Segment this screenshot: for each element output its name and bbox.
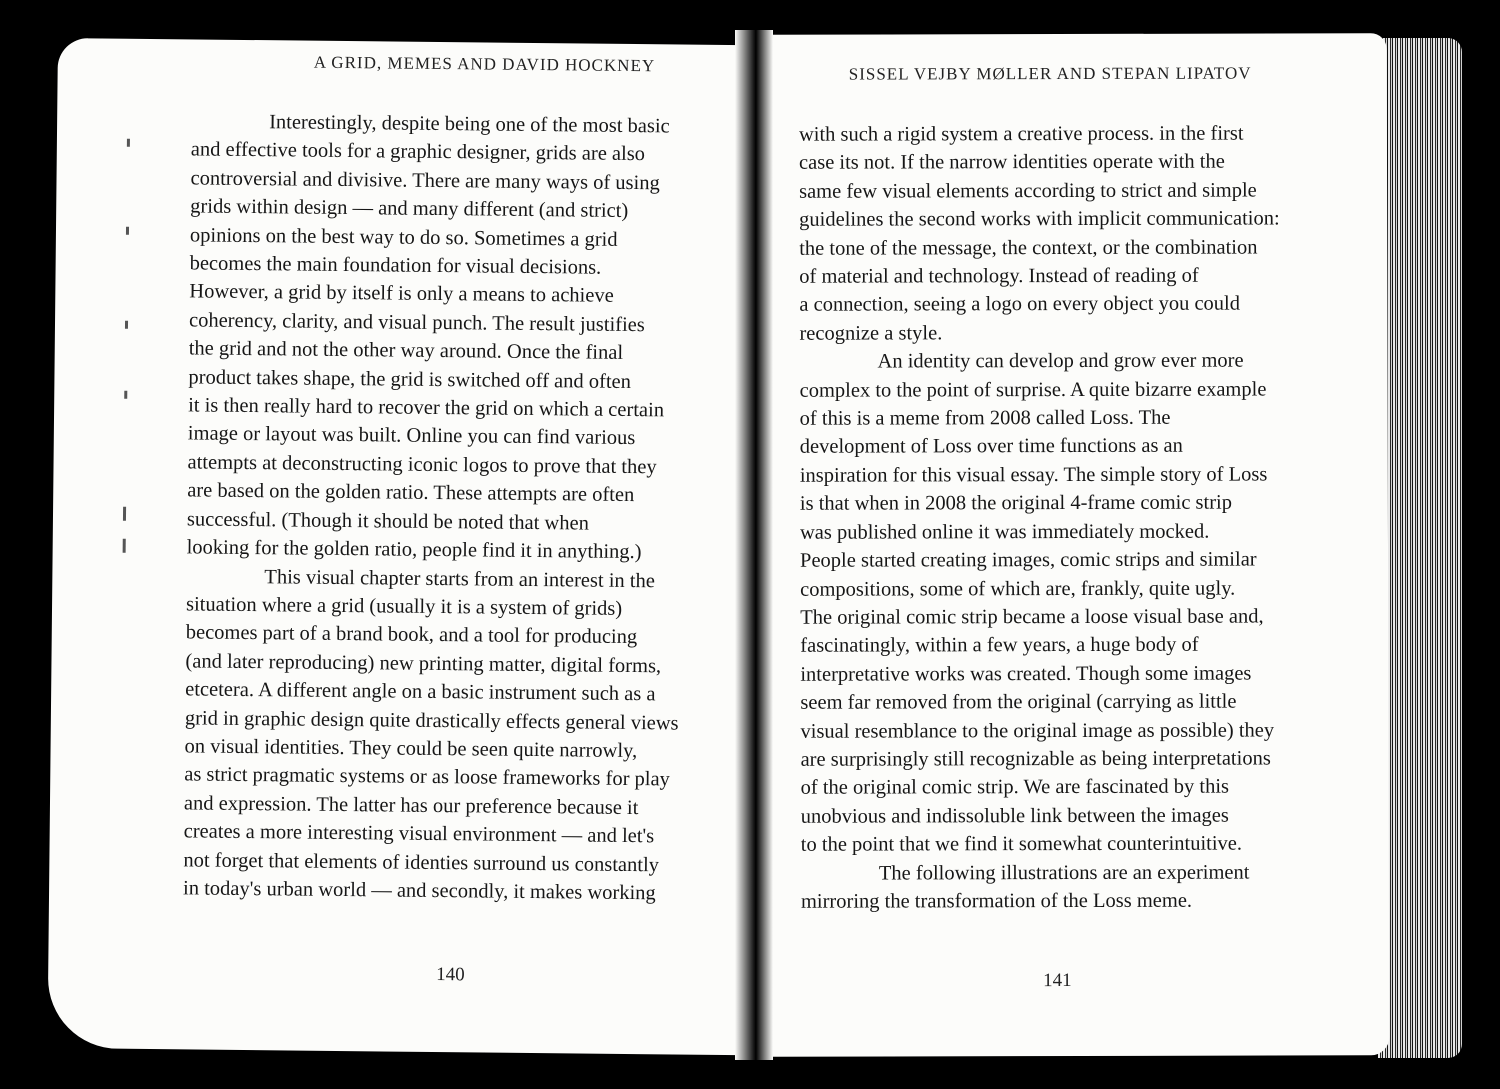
- text-line: product takes shape, the grid is switched off and often: [188, 366, 632, 393]
- text-line: of material and technology. Instead of reading of: [799, 264, 1199, 288]
- text-line: development of Loss over time functions as an: [799, 435, 1183, 459]
- text-line: inspiration for this visual essay. The simple story of Loss: [799, 463, 1268, 487]
- text-line: is that when in 2008 the original 4-frame comic strip: [799, 491, 1233, 515]
- text-line: becomes the main foundation for visual decisions.: [189, 252, 602, 279]
- margin-mark: [124, 391, 127, 399]
- text-line: a connection, seeing a logo on every object you could: [799, 292, 1241, 317]
- text-line: opinions on the best way to do so. Sometimes a grid: [189, 224, 618, 251]
- margin-mark: [127, 139, 130, 147]
- text-line: in today's urban world — and secondly, it makes working: [182, 877, 656, 905]
- text-line: and expression. The latter has our preference because it: [183, 792, 639, 819]
- book-gutter: [735, 30, 773, 1060]
- text-line: to the point that we find it somewhat counterintuitive.: [800, 832, 1243, 856]
- left-body-text: [183, 107, 737, 908]
- text-line: seem far removed from the original (carrying as little: [800, 690, 1237, 714]
- text-line: are based on the golden ratio. These attempts are often: [187, 479, 635, 507]
- text-line: visual resemblance to the original image as possible) they: [800, 719, 1275, 743]
- text-line: are surprisingly still recognizable as being interpretations: [800, 747, 1271, 771]
- text-line: it is then really hard to recover the grid on which a certain: [188, 394, 665, 422]
- left-page-number: 140: [436, 964, 465, 986]
- text-line: creates a more interesting visual environment — and let's: [183, 820, 655, 848]
- text-line: as strict pragmatic systems or as loose frameworks for play: [184, 763, 670, 791]
- margin-mark: [125, 321, 128, 329]
- text-line: etcetera. A different angle on a basic instrument such as a: [185, 678, 656, 706]
- text-line: recognize a style.: [799, 322, 943, 345]
- text-line: coherency, clarity, and visual punch. The result justifies: [188, 309, 645, 337]
- text-line: mirroring the transformation of the Loss meme.: [800, 889, 1193, 913]
- right-page-number: 141: [1043, 970, 1072, 992]
- text-line: This visual chapter starts from an interest in the: [264, 565, 655, 592]
- text-line: People started creating images, comic strips and similar: [800, 548, 1257, 572]
- text-line: with such a rigid system a creative process. in the first: [798, 122, 1244, 146]
- text-line: case its not. If the narrow identities operate with the: [798, 151, 1225, 175]
- margin-mark: [126, 227, 129, 235]
- text-line: compositions, some of which are, frankly, quite ugly.: [800, 577, 1236, 601]
- text-line: fascinatingly, within a few years, a huge body of: [800, 633, 1199, 658]
- margin-mark: [123, 507, 126, 521]
- text-line: An identity can develop and grow ever more: [877, 349, 1244, 373]
- text-line: was published online it was immediately mocked.: [799, 520, 1210, 544]
- text-line: controversial and divisive. There are many ways of using: [190, 167, 660, 195]
- text-line: the tone of the message, the context, or the combination: [799, 236, 1258, 260]
- right-body-text: [799, 119, 1373, 916]
- text-line: (and later reproducing) new printing matter, digital forms,: [185, 650, 662, 678]
- text-line: However, a grid by itself is only a means to achieve: [189, 280, 614, 308]
- text-line: becomes part of a brand book, and a tool for producing: [185, 621, 638, 649]
- text-line: image or layout was built. Online you can find various: [187, 422, 636, 450]
- text-line: unobvious and indissoluble link between the images: [800, 804, 1229, 828]
- text-line: The following illustrations are an experiment: [878, 861, 1250, 885]
- right-page: [757, 33, 1390, 1057]
- text-line: complex to the point of surprise. A quite bizarre example: [799, 378, 1267, 402]
- right-running-head: SISSEL VEJBY MØLLER AND STEPAN LIPATOV: [848, 63, 1252, 84]
- text-line: attempts at deconstructing iconic logos to prove that they: [187, 451, 657, 479]
- text-line: looking for the golden ratio, people find it in anything.): [186, 536, 642, 564]
- margin-mark: [123, 539, 126, 553]
- left-running-head: A GRID, MEMES AND DAVID HOCKNEY: [313, 52, 656, 76]
- text-line: grid in graphic design quite drastically effects general views: [184, 706, 679, 735]
- text-line: of this is a meme from 2008 called Loss. The: [799, 406, 1171, 430]
- text-line: grids within design — and many different (and strict): [190, 195, 629, 223]
- text-line: not forget that elements of identies surround us constantly: [183, 848, 660, 876]
- text-line: situation where a grid (usually it is a system of grids): [185, 593, 623, 620]
- left-page: [47, 38, 748, 1055]
- text-line: of the original comic strip. We are fascinated by this: [800, 775, 1230, 800]
- text-line: on visual identities. They could be seen quite narrowly,: [184, 735, 638, 763]
- text-line: Interestingly, despite being one of the most basic: [269, 111, 670, 138]
- text-line: interpretative works was created. Though some images: [800, 662, 1252, 686]
- text-line: and effective tools for a graphic designer, grids are also: [190, 138, 646, 166]
- text-line: guidelines the second works with implicit communication:: [799, 207, 1280, 231]
- text-line: successful. (Though it should be noted that when: [186, 508, 590, 535]
- page-edges: [1378, 38, 1462, 1058]
- text-line: the grid and not the other way around. Once the final: [188, 337, 624, 365]
- text-line: same few visual elements according to strict and simple: [799, 179, 1257, 203]
- text-line: The original comic strip became a loose visual base and,: [800, 605, 1264, 629]
